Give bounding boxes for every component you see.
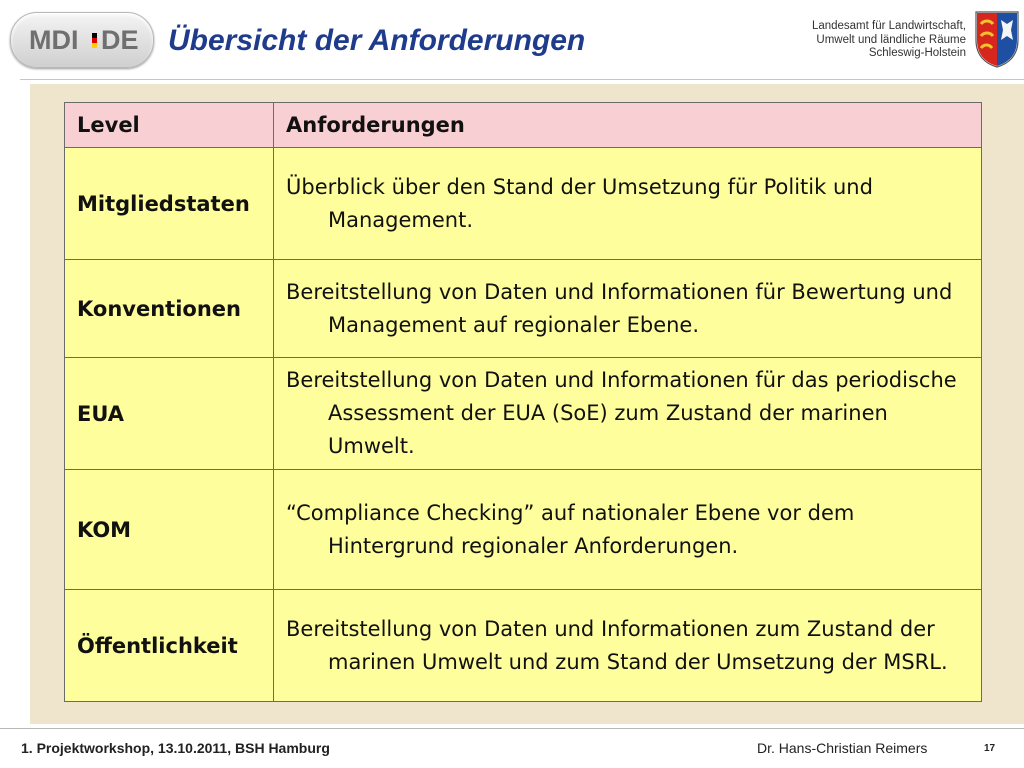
level-cell: Mitgliedstaten [65, 148, 274, 260]
requirement-cell [274, 590, 982, 702]
requirement-cell [274, 358, 982, 470]
requirements-column-header: Anforderungen [274, 103, 982, 148]
requirement-text: “Compliance Checking” auf nationaler Ebene vor dem Hintergrund regionaler Anforderungen. [286, 500, 855, 558]
requirement-text: Bereitstellung von Daten und Informationen für Bewertung und Management auf regionaler Ebene. [286, 279, 953, 337]
slide-title: Übersicht der Anforderungen [168, 24, 586, 57]
page-number: 17 [984, 743, 996, 754]
requirement-text: Überblick über den Stand der Umsetzung für Politik und Management. [286, 174, 873, 232]
agency-line-2: Umwelt und ländliche Räume [816, 33, 966, 46]
logo-text-de: DE [101, 25, 139, 55]
requirement-text: Bereitstellung von Daten und Informationen für das periodische Assessment der EUA (SoE) zum Zustand der marinen Umwelt. [286, 368, 957, 458]
footer-divider [0, 728, 1024, 729]
footer-event: 1. Projektworkshop, 13.10.2011, BSH Hamburg [21, 740, 330, 756]
header-divider [20, 79, 1024, 80]
mdi-de-logo [10, 12, 154, 68]
table-row [65, 148, 982, 260]
agency-name [726, 20, 966, 61]
logo-text-mdi: MDI [29, 25, 79, 55]
german-flag-icon [92, 33, 97, 48]
level-cell: Konventionen [65, 260, 274, 358]
table-row [65, 260, 982, 358]
requirement-text: Bereitstellung von Daten und Informationen zum Zustand der marinen Umwelt und zum Stand der Umsetzung der MSRL. [286, 616, 948, 674]
requirement-cell [274, 148, 982, 260]
table-header-row [65, 103, 982, 148]
coat-of-arms-icon [974, 10, 1020, 68]
requirements-table [64, 102, 982, 702]
table-row [65, 470, 982, 590]
agency-line-3: Schleswig-Holstein [868, 47, 966, 59]
level-cell: EUA [65, 358, 274, 470]
requirement-cell [274, 470, 982, 590]
agency-line-1: Landesamt für Landwirtschaft, [811, 20, 966, 32]
table-row [65, 590, 982, 702]
level-cell: Öffentlichkeit [65, 590, 274, 702]
footer-author: Dr. Hans-Christian Reimers [757, 740, 928, 756]
requirement-cell [274, 260, 982, 358]
table-row [65, 358, 982, 470]
level-cell: KOM [65, 470, 274, 590]
level-column-header: Level [65, 103, 274, 148]
